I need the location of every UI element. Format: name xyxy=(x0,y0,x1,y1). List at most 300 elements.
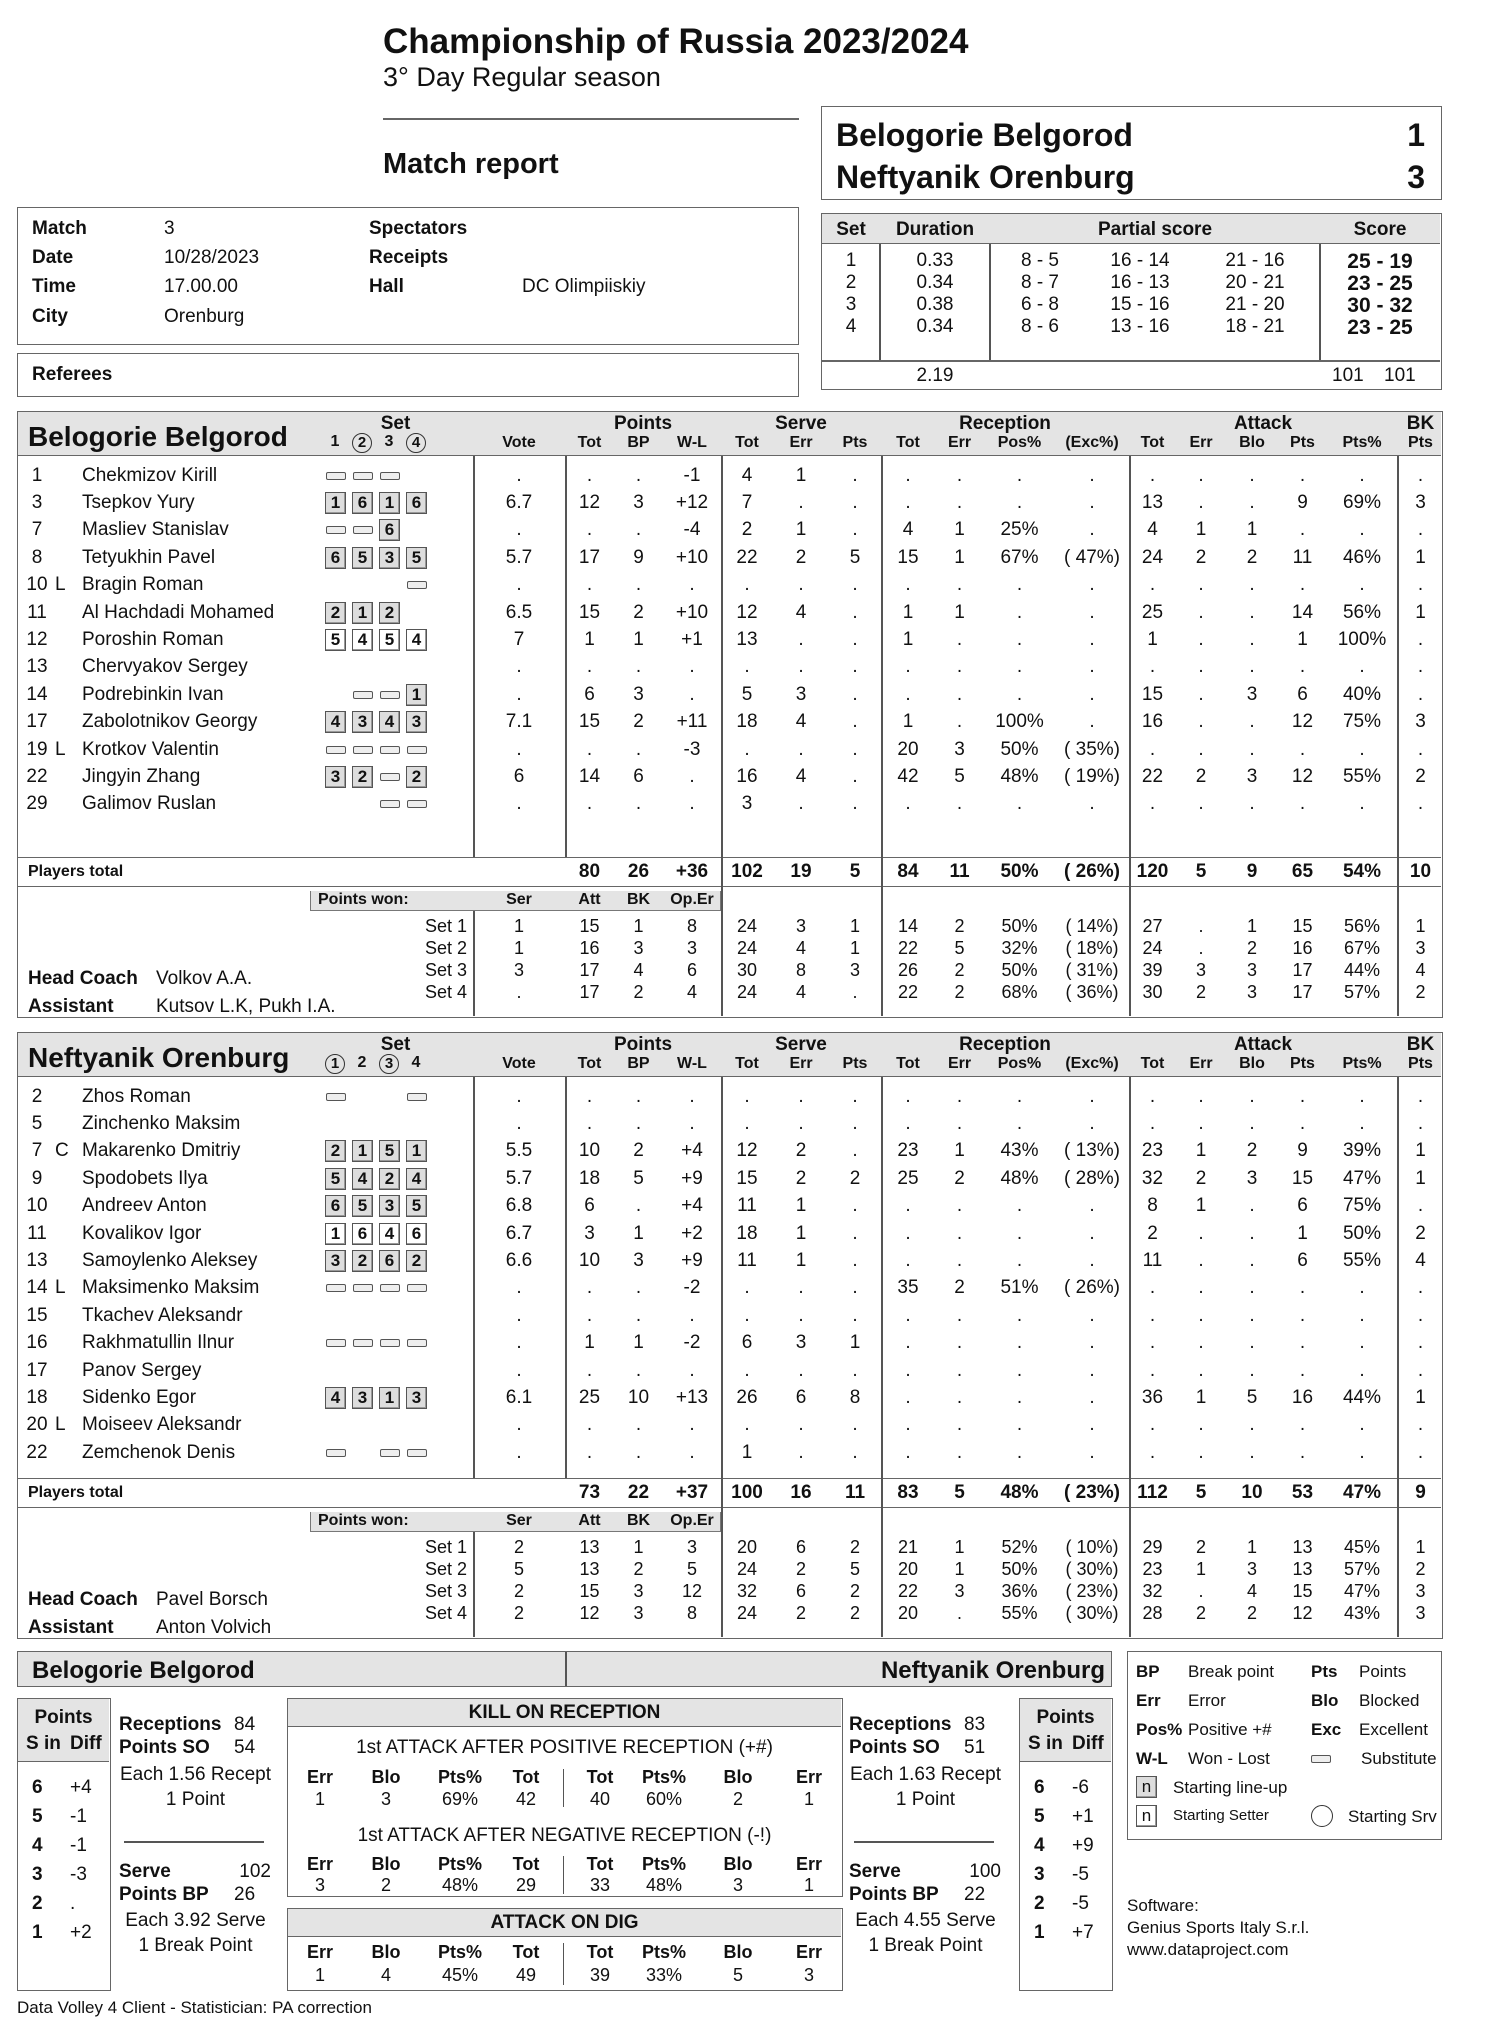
points-won-col-ser: Ser xyxy=(506,891,532,908)
points-won-value: 52% xyxy=(1001,1536,1038,1557)
points-won-value: 8 xyxy=(795,959,806,980)
total-attack-blo: 9 xyxy=(1246,861,1258,882)
serve-pts: . xyxy=(852,711,858,733)
partial-score-8: 8 - 6 xyxy=(1020,316,1060,337)
attack-err: . xyxy=(1198,1277,1204,1299)
total-points-wl: +36 xyxy=(675,861,709,882)
set-slot xyxy=(325,1223,346,1245)
points-won-value: 2 xyxy=(954,981,965,1002)
points-won-value: 43% xyxy=(1343,1602,1381,1623)
reception-tot: 42 xyxy=(897,765,919,787)
points-won-value: 3 xyxy=(1415,937,1426,958)
player-row[interactable] xyxy=(18,1384,1441,1411)
player-sets xyxy=(318,766,473,788)
column-reception-pos: Pos% xyxy=(997,1055,1042,1072)
starting-setter-icon: n xyxy=(1136,1805,1157,1827)
serve-tot: . xyxy=(744,574,750,596)
points-tot: . xyxy=(586,1441,593,1463)
reception-exc: . xyxy=(1089,656,1095,678)
points-won-value: 22 xyxy=(897,937,919,958)
reception-pos: . xyxy=(1016,1414,1023,1436)
set-slot xyxy=(325,793,346,815)
reception-exc: . xyxy=(1089,574,1095,596)
serve-err: 2 xyxy=(795,546,807,568)
points-bp: 10 xyxy=(627,1386,650,1408)
player-name: Kovalikov Igor xyxy=(82,1222,202,1244)
player-row[interactable] xyxy=(18,1220,1441,1247)
reception-err: 1 xyxy=(954,546,965,568)
set-slot xyxy=(352,1168,373,1190)
player-row[interactable] xyxy=(18,1330,1441,1357)
kill-col-header: Tot xyxy=(586,1767,614,1787)
player-row[interactable] xyxy=(18,1275,1441,1302)
set-slot xyxy=(352,465,373,487)
set-slot xyxy=(379,656,400,678)
reception-tot: 1 xyxy=(902,629,914,651)
reception-err: 2 xyxy=(954,1167,965,1189)
player-row[interactable] xyxy=(18,1247,1441,1274)
column-serve-err: Err xyxy=(789,1055,813,1072)
points-won-value: 6 xyxy=(686,959,697,980)
player-sets xyxy=(318,519,473,541)
kill-col-header: Pts% xyxy=(641,1767,687,1787)
points-won-value: ( 36%) xyxy=(1065,981,1119,1002)
home-rotation-points-box xyxy=(17,1698,111,1991)
reception-tot: . xyxy=(905,683,911,705)
starting-position: 5 xyxy=(352,547,373,569)
points-won-set-label: Set 2 xyxy=(424,1558,467,1579)
player-role: L xyxy=(55,1277,66,1299)
attack-pts: . xyxy=(1299,1332,1306,1354)
player-row[interactable] xyxy=(18,572,1441,599)
points-wl: +11 xyxy=(676,711,708,733)
serve-err: . xyxy=(798,574,804,596)
set-slot xyxy=(379,602,400,624)
points-won-value: 14 xyxy=(897,915,919,936)
player-sets xyxy=(318,793,473,815)
player-row[interactable] xyxy=(18,1083,1441,1110)
player-number: 7 xyxy=(31,519,43,541)
serve-pts: . xyxy=(852,738,858,760)
head-coach-name: Pavel Borsch xyxy=(156,1589,268,1610)
attack-pts: . xyxy=(1299,574,1306,596)
serve-err: 1 xyxy=(795,1195,807,1217)
total-serve-err: 16 xyxy=(790,1482,812,1503)
set-slot xyxy=(352,1195,373,1217)
points-bp: . xyxy=(635,1304,642,1326)
attack-tot: 36 xyxy=(1141,1386,1164,1408)
serve-pts: . xyxy=(852,1140,858,1162)
points-won-label: Points won: xyxy=(318,1512,409,1529)
player-sets xyxy=(318,547,473,569)
starting-position: 4 xyxy=(379,711,400,733)
player-row[interactable] xyxy=(18,681,1441,708)
column-attack-err: Err xyxy=(1189,1055,1213,1072)
reception-exc: . xyxy=(1089,1359,1095,1381)
reception-err: . xyxy=(956,1113,963,1135)
points-tot: 6 xyxy=(584,1195,595,1217)
points-so-label: Points SO xyxy=(119,1737,210,1758)
attack-pct: . xyxy=(1359,1277,1365,1299)
rotation-number: 2 xyxy=(1034,1893,1045,1914)
attack-blo: 3 xyxy=(1246,765,1258,787)
points-won-value: 13 xyxy=(579,1536,600,1557)
points-wl: . xyxy=(689,656,695,678)
player-name: Tkachev Aleksandr xyxy=(82,1304,243,1326)
one-break-point: 1 Break Point xyxy=(138,1935,253,1956)
total-serve-pts: 11 xyxy=(844,1482,866,1503)
attack-pct: . xyxy=(1359,1441,1365,1463)
player-row[interactable] xyxy=(18,654,1441,681)
attack-pts: 6 xyxy=(1297,683,1308,705)
block-pts: 1 xyxy=(1415,601,1426,623)
player-number-cell xyxy=(18,465,76,487)
serve-tot: . xyxy=(744,1414,750,1436)
serve-tot: 1 xyxy=(741,1441,753,1463)
points-won-value: 15 xyxy=(579,915,600,936)
points-won-value: 44% xyxy=(1343,959,1381,980)
software-credits xyxy=(1127,1895,1309,1961)
points-won-value: 26 xyxy=(897,959,919,980)
player-row[interactable] xyxy=(18,709,1441,736)
set-slot xyxy=(352,574,373,596)
dig-col-header: Tot xyxy=(512,1942,540,1962)
block-pts: . xyxy=(1417,1332,1424,1354)
starting-serve-circle-icon xyxy=(1311,1805,1333,1827)
player-sets xyxy=(318,711,473,733)
reception-exc: . xyxy=(1089,711,1095,733)
dig-col-header: Blo xyxy=(723,1942,753,1962)
rotation-diff: . xyxy=(70,1893,76,1914)
reception-tot: . xyxy=(905,1414,911,1436)
substitute-icon xyxy=(353,1339,373,1347)
player-row[interactable] xyxy=(18,736,1441,763)
rotation-number: 5 xyxy=(1034,1806,1045,1827)
block-pts: . xyxy=(1417,793,1424,815)
set-number-label: 3 xyxy=(384,433,394,450)
serve-pts: . xyxy=(852,1277,858,1299)
legend-description: Error xyxy=(1188,1691,1226,1710)
set-slot xyxy=(352,711,373,733)
set-slot xyxy=(352,1113,373,1135)
attack-err: . xyxy=(1198,464,1204,486)
legend-description: Blocked xyxy=(1359,1691,1420,1710)
dig-col-header: Err xyxy=(795,1942,823,1962)
reception-exc: . xyxy=(1089,601,1095,623)
positive-reception-value: 40 xyxy=(589,1789,611,1809)
reception-err: . xyxy=(956,1359,963,1381)
player-row[interactable] xyxy=(18,1138,1441,1165)
player-role xyxy=(52,656,55,678)
player-row[interactable] xyxy=(18,1193,1441,1220)
reception-exc: . xyxy=(1089,793,1095,815)
substitute-icon xyxy=(407,1284,427,1292)
points-won-value: 2 xyxy=(513,1536,524,1557)
player-sets xyxy=(318,1223,473,1245)
reception-tot: . xyxy=(905,1250,911,1272)
points-won-value: 2 xyxy=(849,1602,860,1623)
player-number: 14 xyxy=(26,1277,48,1299)
column-reception-err: Err xyxy=(947,434,972,451)
vote: 5.5 xyxy=(505,1140,533,1162)
player-row[interactable] xyxy=(18,1110,1441,1137)
starting-position: 1 xyxy=(379,1387,400,1409)
set-number-label: 4 xyxy=(411,1054,421,1071)
set-duration: 0.38 xyxy=(916,294,954,315)
serve-err: 1 xyxy=(795,1250,807,1272)
set-score: 30 - 32 xyxy=(1347,294,1413,317)
points-wl: . xyxy=(689,1414,695,1436)
player-role xyxy=(52,684,55,706)
reception-tot: 4 xyxy=(902,519,914,541)
points-won-value: 3 xyxy=(633,937,644,958)
reception-exc: . xyxy=(1089,1085,1095,1107)
player-number: 1 xyxy=(31,464,43,486)
attack-blo: . xyxy=(1249,1085,1255,1107)
serve-tot: 12 xyxy=(736,1140,758,1162)
column-points-bp: BP xyxy=(627,1055,650,1072)
points-bp: . xyxy=(635,656,642,678)
set-slot xyxy=(379,1305,400,1327)
points-bp: 5 xyxy=(633,1167,644,1189)
reception-err: . xyxy=(956,711,963,733)
substitute-icon xyxy=(380,1339,400,1347)
column-attack-tot: Tot xyxy=(1140,1055,1165,1072)
set-slot xyxy=(406,465,427,487)
reception-exc: . xyxy=(1089,1222,1095,1244)
substitute-icon xyxy=(380,472,400,480)
positive-reception-value: 60% xyxy=(645,1789,683,1809)
vote: 6.6 xyxy=(505,1250,533,1272)
attack-pct: 69% xyxy=(1342,492,1382,514)
points-won-value: 1 xyxy=(633,1536,644,1557)
vote: . xyxy=(516,519,522,541)
points-wl: . xyxy=(689,683,695,705)
points-won-value: 2 xyxy=(633,981,644,1002)
player-row[interactable] xyxy=(18,599,1441,626)
block-pts: 3 xyxy=(1415,711,1426,733)
player-row[interactable] xyxy=(18,626,1441,653)
players-total-row xyxy=(18,857,1441,887)
set-slot xyxy=(325,602,346,624)
serve-err: 2 xyxy=(795,1167,807,1189)
points-won-set-row xyxy=(18,915,1441,937)
starting-position: 1 xyxy=(379,492,400,514)
column-vote: Vote xyxy=(502,434,536,451)
player-row[interactable] xyxy=(18,1357,1441,1384)
player-name: Poroshin Roman xyxy=(82,629,224,651)
total-attack-pts: 53 xyxy=(1291,1482,1314,1503)
serve-pts: . xyxy=(852,492,858,514)
each-recept: Each 1.56 Recept xyxy=(119,1764,272,1785)
points-won-value: 3 xyxy=(1415,1580,1426,1601)
points-won-value: 5 xyxy=(513,1558,524,1579)
player-number-cell xyxy=(18,1086,76,1108)
column-points-tot: Tot xyxy=(577,1055,602,1072)
rotation-number: 4 xyxy=(32,1835,43,1856)
set-number: 3 xyxy=(845,294,857,315)
attack-err: . xyxy=(1198,656,1204,678)
substitute-icon xyxy=(326,526,346,534)
reception-err: 1 xyxy=(954,519,965,541)
total-points-tot: 73 xyxy=(578,1482,601,1503)
player-row[interactable] xyxy=(18,1439,1441,1466)
rotation-diff: -5 xyxy=(1072,1893,1089,1914)
serve-pts: . xyxy=(852,656,858,678)
points-tot: 15 xyxy=(578,601,601,623)
attack-blo: . xyxy=(1249,1304,1255,1326)
set-slot xyxy=(379,547,400,569)
vote: . xyxy=(516,1277,522,1299)
points-won-value: 2 xyxy=(633,1558,644,1579)
points-wl: . xyxy=(689,1085,695,1107)
points-won-value: 3 xyxy=(795,915,806,936)
player-row[interactable] xyxy=(18,1412,1441,1439)
serve-tot: . xyxy=(744,1304,750,1326)
legend-description: Starting Srv xyxy=(1348,1807,1437,1826)
reception-pos: 48% xyxy=(1000,1167,1039,1189)
player-row[interactable] xyxy=(18,1165,1441,1192)
set-slot xyxy=(325,547,346,569)
reception-err: . xyxy=(956,683,963,705)
player-row[interactable] xyxy=(18,791,1441,818)
attack-err: 2 xyxy=(1195,546,1207,568)
set-slot xyxy=(406,766,427,788)
serve-err: . xyxy=(798,738,804,760)
team-name: Neftyanik Orenburg xyxy=(28,1042,290,1073)
set-slot xyxy=(406,1223,427,1245)
column-attack-err: Err xyxy=(1189,434,1213,451)
reception-pos: 67% xyxy=(1000,546,1039,568)
serve-tot: . xyxy=(744,1277,750,1299)
substitute-icon xyxy=(326,1449,346,1457)
player-number-cell xyxy=(18,1360,76,1382)
player-number: 20 xyxy=(26,1414,48,1436)
player-row[interactable] xyxy=(18,517,1441,544)
set-slot xyxy=(352,519,373,541)
assistant-name: Anton Volvich xyxy=(156,1617,272,1638)
attack-tot: . xyxy=(1149,793,1156,815)
starting-position: 3 xyxy=(352,711,373,733)
rotation-points-label: Points xyxy=(34,1707,93,1728)
column-attack-tot: Tot xyxy=(1140,434,1165,451)
reception-tot: . xyxy=(905,1359,911,1381)
player-row[interactable] xyxy=(18,763,1441,790)
reception-exc: . xyxy=(1089,1332,1095,1354)
points-tot: . xyxy=(586,574,593,596)
set-slot xyxy=(352,1250,373,1272)
block-pts: . xyxy=(1417,683,1424,705)
kill-col-header: Err xyxy=(795,1854,823,1874)
reception-err: . xyxy=(956,492,963,514)
players-total-label: Players total xyxy=(28,1484,124,1501)
points-won-value: 22 xyxy=(897,981,919,1002)
title-divider xyxy=(383,118,799,120)
points-won-value: ( 30%) xyxy=(1065,1558,1119,1579)
player-role xyxy=(52,1195,55,1217)
player-row[interactable] xyxy=(18,462,1441,489)
player-number: 3 xyxy=(31,492,43,514)
attack-pct: . xyxy=(1359,793,1365,815)
reception-err: . xyxy=(956,1250,963,1272)
set-slot xyxy=(406,492,427,514)
one-point: 1 Point xyxy=(895,1789,956,1810)
attack-on-dig-value: 1 xyxy=(314,1965,326,1985)
column-attack-blo: Blo xyxy=(1239,434,1265,451)
player-row[interactable] xyxy=(18,489,1441,516)
player-role xyxy=(52,1113,55,1135)
software-website[interactable]: www.dataproject.com xyxy=(1127,1940,1289,1959)
points-won-value: ( 31%) xyxy=(1065,959,1119,980)
attack-blo: . xyxy=(1249,1414,1255,1436)
points-tot: 18 xyxy=(578,1167,601,1189)
legend-description: Substitute xyxy=(1361,1749,1437,1768)
starting-position: 3 xyxy=(379,547,400,569)
player-sets xyxy=(318,1360,473,1382)
attack-blo: . xyxy=(1249,1113,1255,1135)
time-value: 17.00.00 xyxy=(164,276,238,297)
points-wl: . xyxy=(689,765,695,787)
column-divider xyxy=(721,456,723,1016)
block-pts: 3 xyxy=(1415,492,1426,514)
points-won-value: 1 xyxy=(1246,915,1257,936)
set-score: 25 - 19 xyxy=(1347,250,1413,273)
points-won-value: 4 xyxy=(795,981,806,1002)
column-attack-blo: Blo xyxy=(1239,1055,1265,1072)
player-role xyxy=(52,465,55,487)
attack-tot: . xyxy=(1149,1414,1156,1436)
serve-tot: 13 xyxy=(736,629,758,651)
attack-err: 1 xyxy=(1195,519,1207,541)
reception-err: . xyxy=(956,1304,963,1326)
positive-reception-value: 3 xyxy=(380,1789,392,1809)
set-score: 23 - 25 xyxy=(1347,316,1413,339)
total-attack-err: 5 xyxy=(1195,1482,1207,1503)
attack-blo: 3 xyxy=(1246,1167,1258,1189)
attack-err: . xyxy=(1198,1222,1204,1244)
player-role xyxy=(52,519,55,541)
player-name: Tetyukhin Pavel xyxy=(82,546,216,568)
player-row[interactable] xyxy=(18,1302,1441,1329)
reception-exc: ( 28%) xyxy=(1064,1167,1120,1189)
player-number: 7 xyxy=(31,1140,43,1162)
vote: 6.5 xyxy=(505,601,533,623)
player-row[interactable] xyxy=(18,544,1441,571)
points-wl: . xyxy=(689,1113,695,1135)
column-serve-tot: Tot xyxy=(735,434,759,451)
receptions-label: Receptions xyxy=(119,1714,222,1735)
points-tot: . xyxy=(586,1414,593,1436)
points-won-value: . xyxy=(956,1602,962,1623)
serve-err: 4 xyxy=(795,711,807,733)
player-sets xyxy=(318,602,473,624)
block-pts: . xyxy=(1417,464,1424,486)
points-bp: . xyxy=(635,1414,642,1436)
reception-exc: . xyxy=(1089,1113,1095,1135)
total-points-bp: 26 xyxy=(627,861,650,882)
vote: 6.8 xyxy=(505,1195,533,1217)
set-slot xyxy=(352,684,373,706)
points-wl: +9 xyxy=(681,1167,703,1189)
column-group-bk: BK xyxy=(1406,413,1435,434)
attack-on-dig-value: 49 xyxy=(515,1965,537,1985)
set-slot xyxy=(406,1414,427,1436)
player-number-cell xyxy=(18,766,76,788)
player-role xyxy=(52,1332,55,1354)
attack-pct: . xyxy=(1359,1414,1365,1436)
partial-score-21: 18 - 21 xyxy=(1225,316,1285,337)
reception-exc: . xyxy=(1089,1414,1095,1436)
